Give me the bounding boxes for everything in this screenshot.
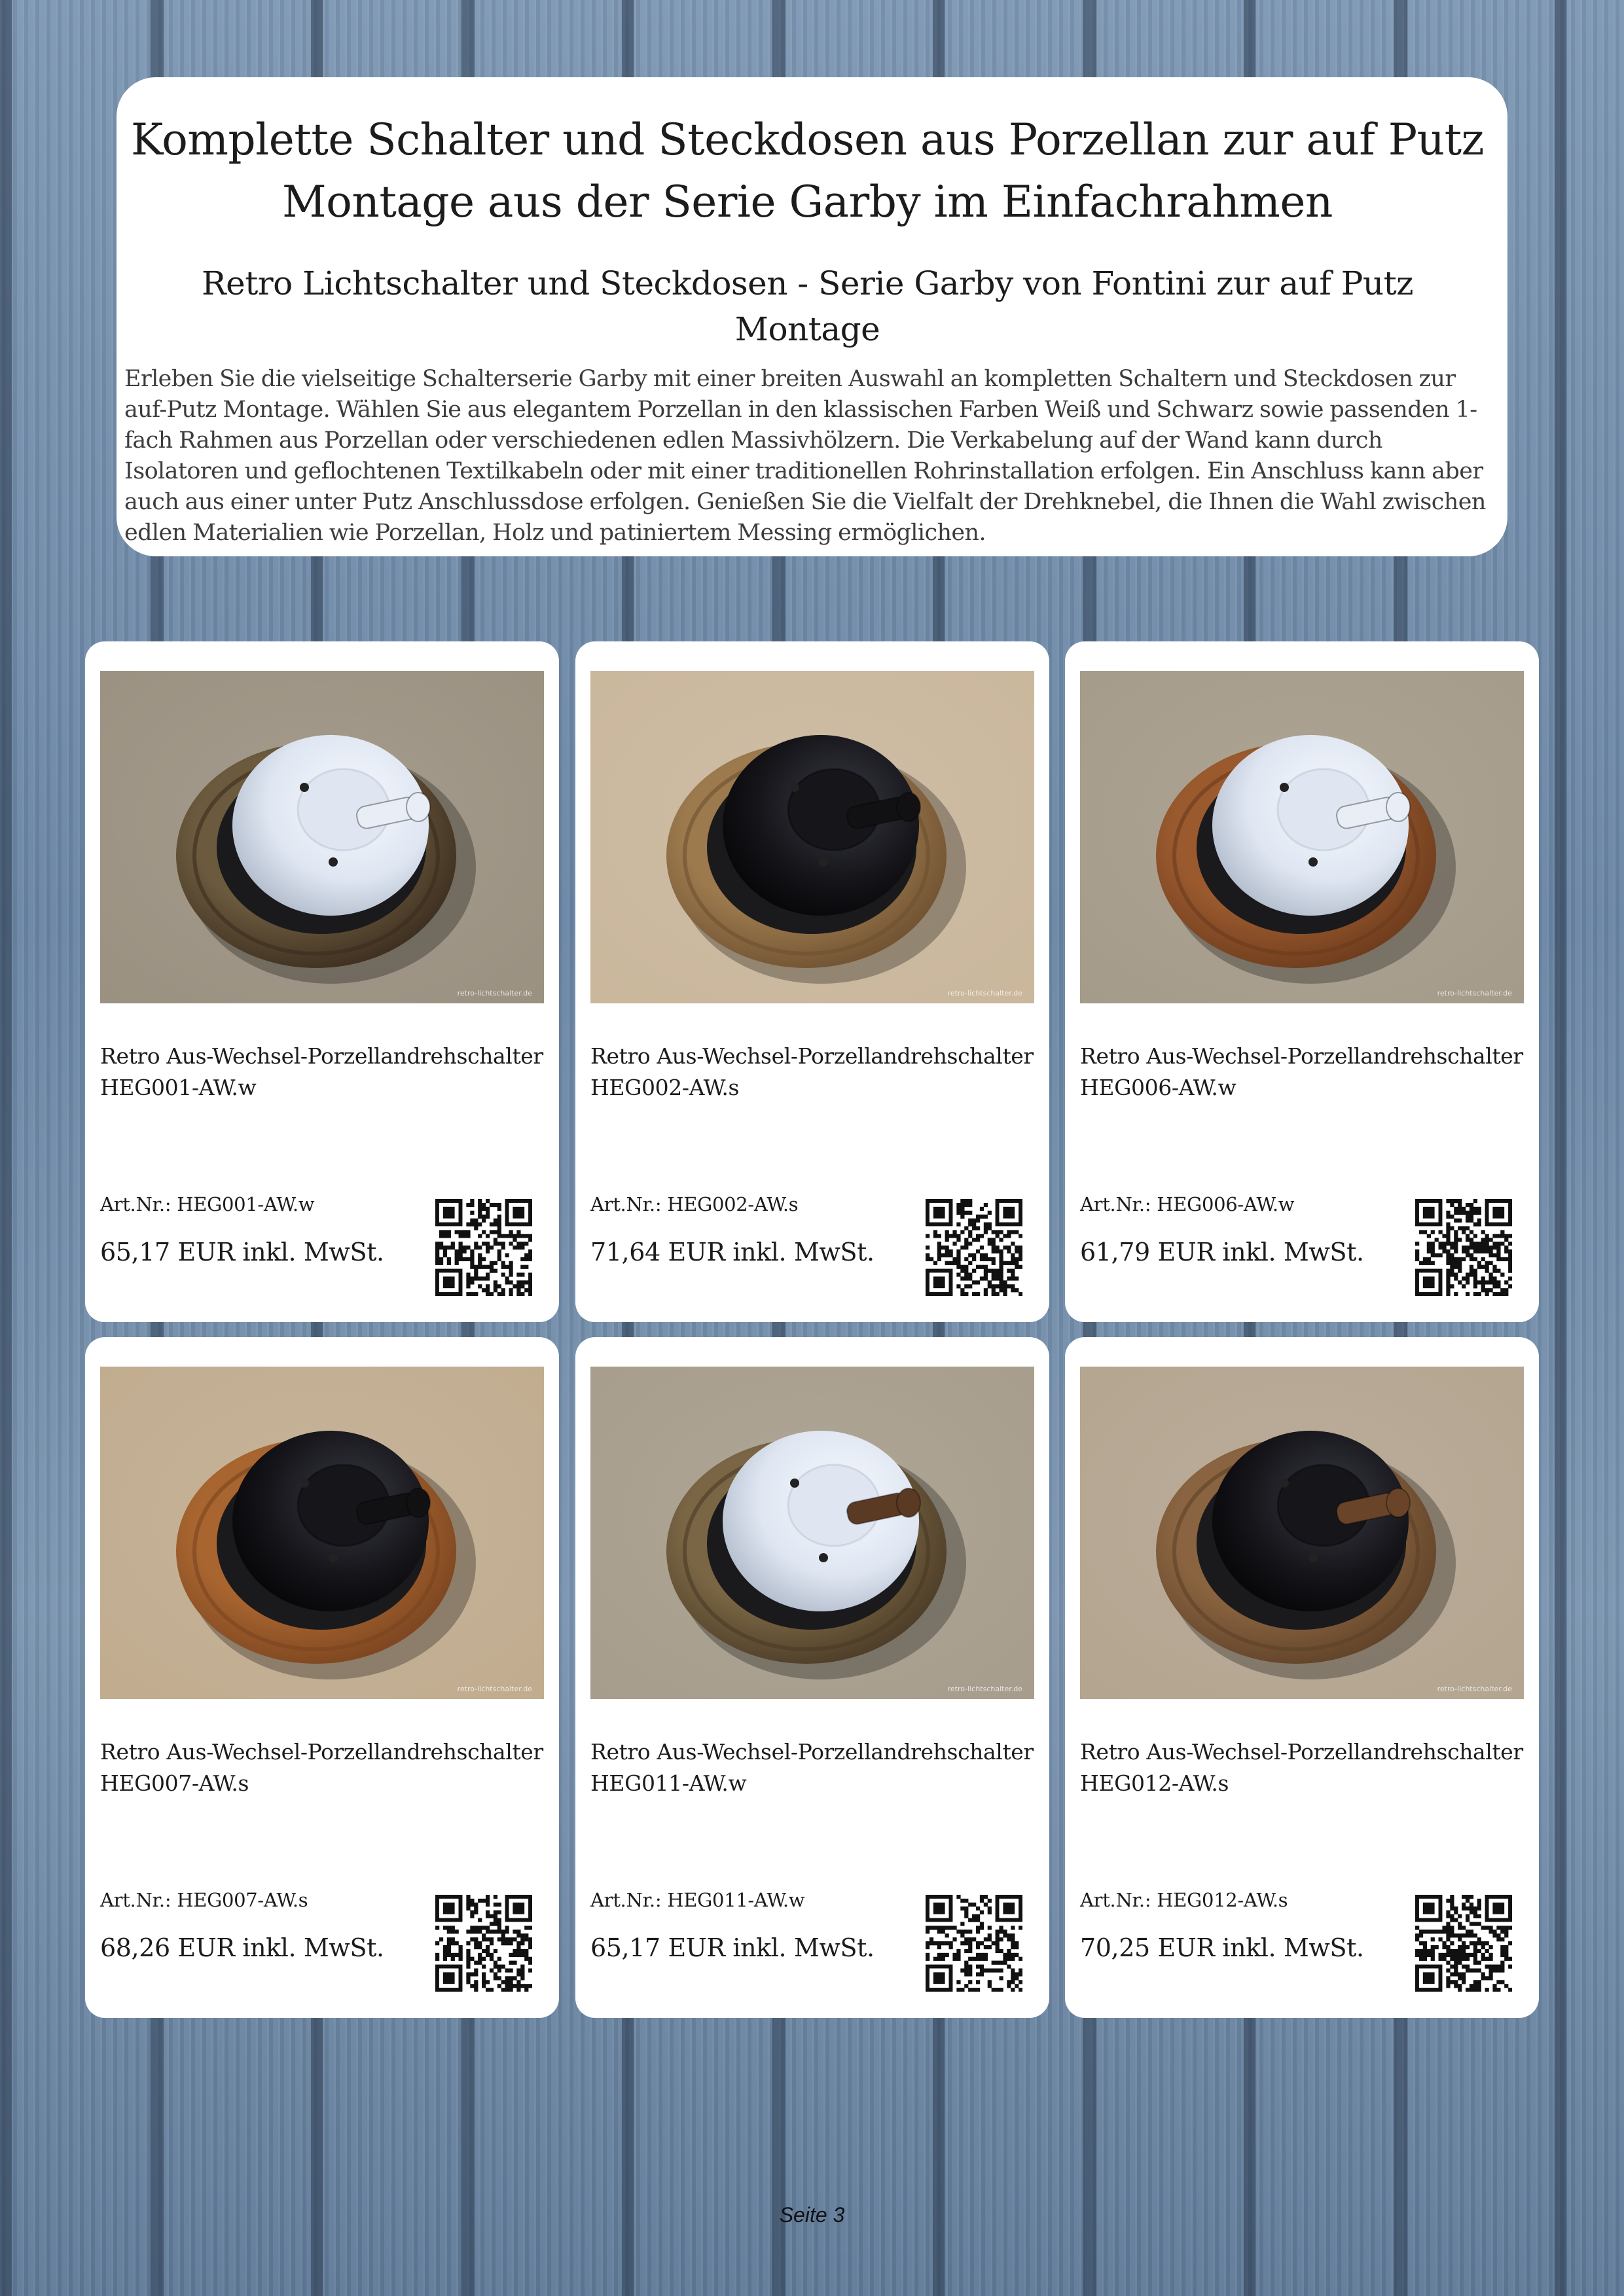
photo-watermark: retro-lichtschalter.de	[1437, 1685, 1512, 1693]
qr-code-icon[interactable]	[435, 1199, 532, 1296]
article-number: Art.Nr.: HEG011-AW.w	[590, 1889, 805, 1911]
product-name: Retro Aus-Wechsel-Porzellandrehschalter	[1080, 1739, 1523, 1765]
article-number: Art.Nr.: HEG002-AW.s	[590, 1193, 799, 1215]
product-title[interactable]	[100, 1041, 545, 1103]
product-title[interactable]	[100, 1736, 545, 1799]
product-card[interactable]	[575, 1337, 1049, 2018]
product-name: Retro Aus-Wechsel-Porzellandrehschalter	[590, 1043, 1034, 1069]
product-code: HEG006-AW.w	[1080, 1075, 1236, 1100]
qr-code-icon[interactable]	[1415, 1895, 1512, 1992]
article-number: Art.Nr.: HEG006-AW.w	[1080, 1193, 1295, 1215]
page-subtitle: Retro Lichtschalter und Steckdosen - Serie Garby von Fontini zur auf Putz Montage	[201, 264, 1414, 348]
product-card[interactable]	[85, 641, 559, 1322]
product-photo[interactable]	[590, 1367, 1034, 1699]
product-price: 61,79 EUR inkl. MwSt.	[1080, 1238, 1364, 1266]
photo-watermark: retro-lichtschalter.de	[1437, 989, 1512, 997]
product-price: 70,25 EUR inkl. MwSt.	[1080, 1933, 1364, 1962]
photo-watermark: retro-lichtschalter.de	[457, 1685, 532, 1693]
product-code: HEG001-AW.w	[100, 1075, 257, 1100]
product-name: Retro Aus-Wechsel-Porzellandrehschalter	[100, 1043, 543, 1069]
product-code: HEG007-AW.s	[100, 1770, 249, 1796]
product-name: Retro Aus-Wechsel-Porzellandrehschalter	[1080, 1043, 1523, 1069]
product-price: 65,17 EUR inkl. MwSt.	[590, 1933, 875, 1962]
product-name: Retro Aus-Wechsel-Porzellandrehschalter	[100, 1739, 543, 1765]
intro-description: Erleben Sie die vielseitige Schalterserie Garby mit einer breiten Auswahl an kompletten Schaltern und Steckdosen zur auf-Putz Montage. Wählen Sie aus elegantem Porzellan in den klassischen Farben Weiß und Schwarz sowie passenden 1-fach Rahmen aus Porzellan oder verschiedenen edlen Massivhölzern. Die Verkabelung auf der Wand kann durch Isolatoren und geflochtenen Textilkabeln oder mit einer traditionellen Rohrinstallation erfolgen. Ein Anschluss kann aber auch aus einer unter Putz Anschlussdose erfolgen. Genießen Sie die Vielfalt der Drehknebel, die Ihnen die Wahl zwischen edlen Materialien wie Porzellan, Holz und patiniertem Messing ermöglichen.	[124, 366, 1486, 546]
product-photo[interactable]	[100, 671, 544, 1003]
photo-watermark: retro-lichtschalter.de	[947, 989, 1022, 997]
product-code: HEG011-AW.w	[590, 1770, 747, 1796]
page-title-line-2: Montage aus der Serie Garby im Einfachrahmen	[282, 177, 1333, 227]
intro-panel	[117, 77, 1507, 556]
page-title	[124, 109, 1490, 233]
page-title-line-1: Komplette Schalter und Steckdosen aus Porzellan zur auf Putz	[131, 115, 1484, 165]
qr-code-icon[interactable]	[1415, 1199, 1512, 1296]
product-card[interactable]	[1065, 1337, 1539, 2018]
article-number: Art.Nr.: HEG001-AW.w	[100, 1193, 315, 1215]
product-photo[interactable]	[590, 671, 1034, 1003]
product-card[interactable]	[1065, 641, 1539, 1322]
product-photo[interactable]	[1080, 671, 1524, 1003]
qr-code-icon[interactable]	[926, 1199, 1022, 1296]
product-price: 68,26 EUR inkl. MwSt.	[100, 1933, 384, 1962]
product-price: 71,64 EUR inkl. MwSt.	[590, 1238, 875, 1266]
qr-code-icon[interactable]	[435, 1895, 532, 1992]
article-number: Art.Nr.: HEG007-AW.s	[100, 1889, 308, 1911]
product-name: Retro Aus-Wechsel-Porzellandrehschalter	[590, 1739, 1034, 1765]
product-title[interactable]	[590, 1041, 1036, 1103]
photo-watermark: retro-lichtschalter.de	[457, 989, 532, 997]
article-number: Art.Nr.: HEG012-AW.s	[1080, 1889, 1288, 1911]
product-photo[interactable]	[1080, 1367, 1524, 1699]
product-price: 65,17 EUR inkl. MwSt.	[100, 1238, 384, 1266]
qr-code-icon[interactable]	[926, 1895, 1022, 1992]
photo-watermark: retro-lichtschalter.de	[947, 1685, 1022, 1693]
product-title[interactable]	[590, 1736, 1036, 1799]
page-number: Seite 3	[779, 2203, 845, 2227]
product-title[interactable]	[1080, 1041, 1525, 1103]
product-card[interactable]	[85, 1337, 559, 2018]
product-code: HEG012-AW.s	[1080, 1770, 1229, 1796]
product-code: HEG002-AW.s	[590, 1075, 740, 1100]
product-title[interactable]	[1080, 1736, 1525, 1799]
product-photo[interactable]	[100, 1367, 544, 1699]
product-card[interactable]	[575, 641, 1049, 1322]
